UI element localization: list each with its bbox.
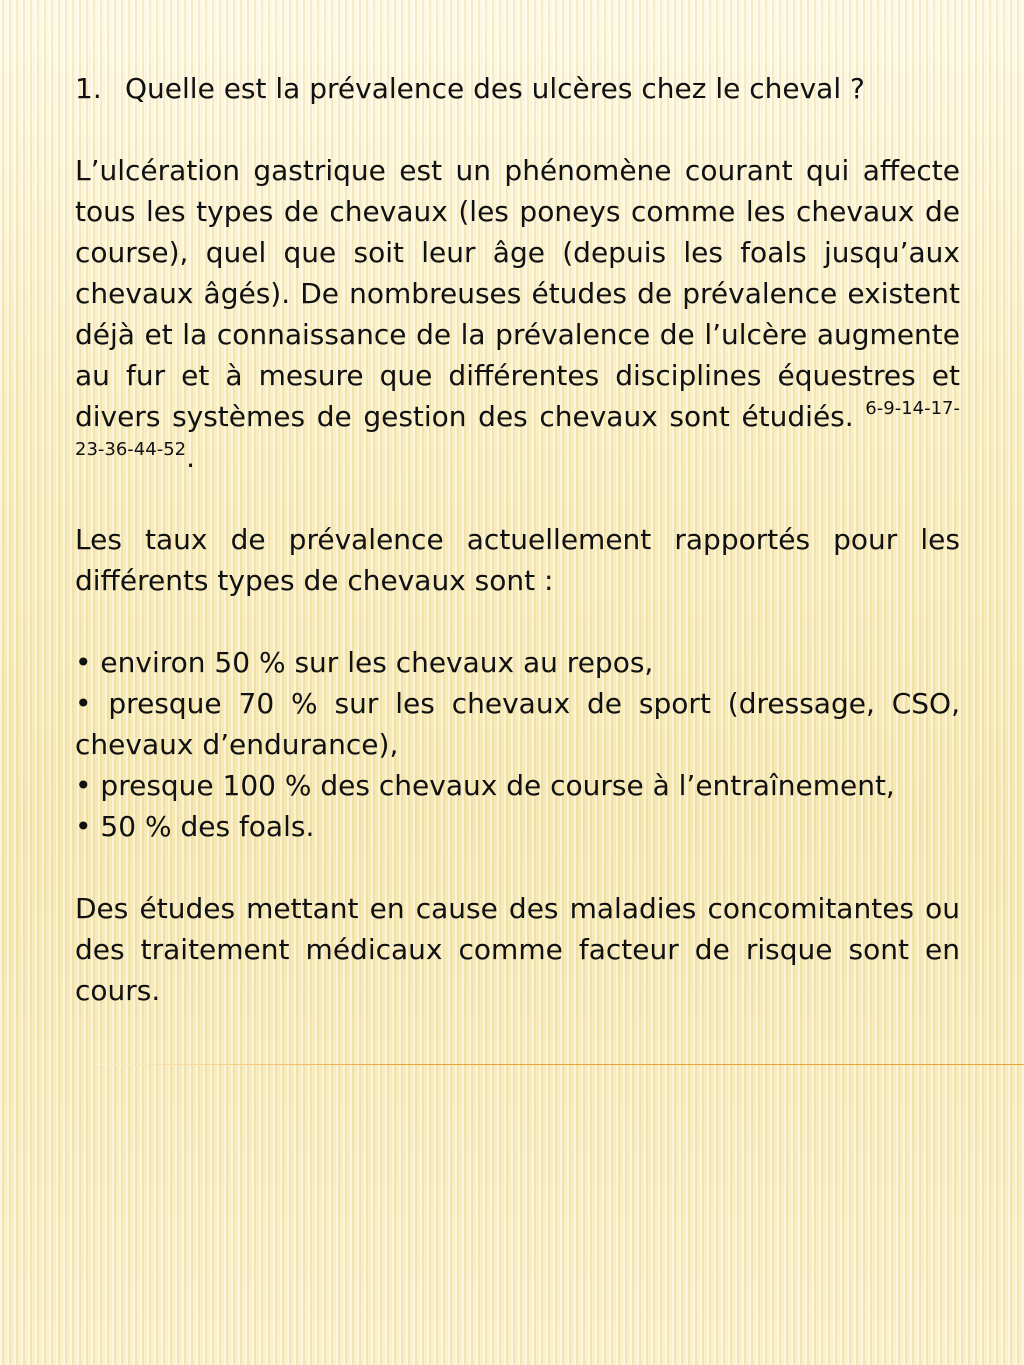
intro-paragraph <box>75 150 960 478</box>
reference-superscript: 6-9-14-17-23-36-44-52 <box>75 398 960 460</box>
list-item: • presque 100 % des chevaux de course à l’entraînement, <box>75 769 895 802</box>
question-heading <box>75 68 960 109</box>
list-item: • 50 % des foals. <box>75 810 315 843</box>
intro-paragraph-text: L’ulcération gastrique est un phénomène courant qui affecte tous les types de chevaux (les poneys comme les chevaux de course), quel que soit leur âge (depuis les foals jusqu’aux chevaux âgés). De nombreuses études de prévalence existent déjà et la connaissance de la prévalence de l’ulcère augmente au fur et à mesure que différentes disciplines équestres et divers systèmes de gestion des chevaux sont étudiés. <box>75 154 960 433</box>
intro-paragraph-end: . <box>186 441 196 474</box>
closing-paragraph: Des études mettant en cause des maladies concomitantes ou des traitement médicaux comme facteur de risque sont en cours. <box>75 892 960 1007</box>
footer-divider-fade <box>95 1064 395 1065</box>
slide-content <box>75 68 960 1011</box>
list-item: • environ 50 % sur les chevaux au repos, <box>75 646 654 679</box>
list-item: • presque 70 % sur les chevaux de sport (dressage, CSO, chevaux d’endurance), <box>75 687 960 761</box>
rates-paragraph: Les taux de prévalence actuellement rapportés pour les différents types de chevaux sont : <box>75 523 960 597</box>
question-text: Quelle est la prévalence des ulcères chez le cheval ? <box>125 72 865 105</box>
prevalence-list <box>75 642 960 847</box>
question-number: 1. <box>75 72 102 105</box>
